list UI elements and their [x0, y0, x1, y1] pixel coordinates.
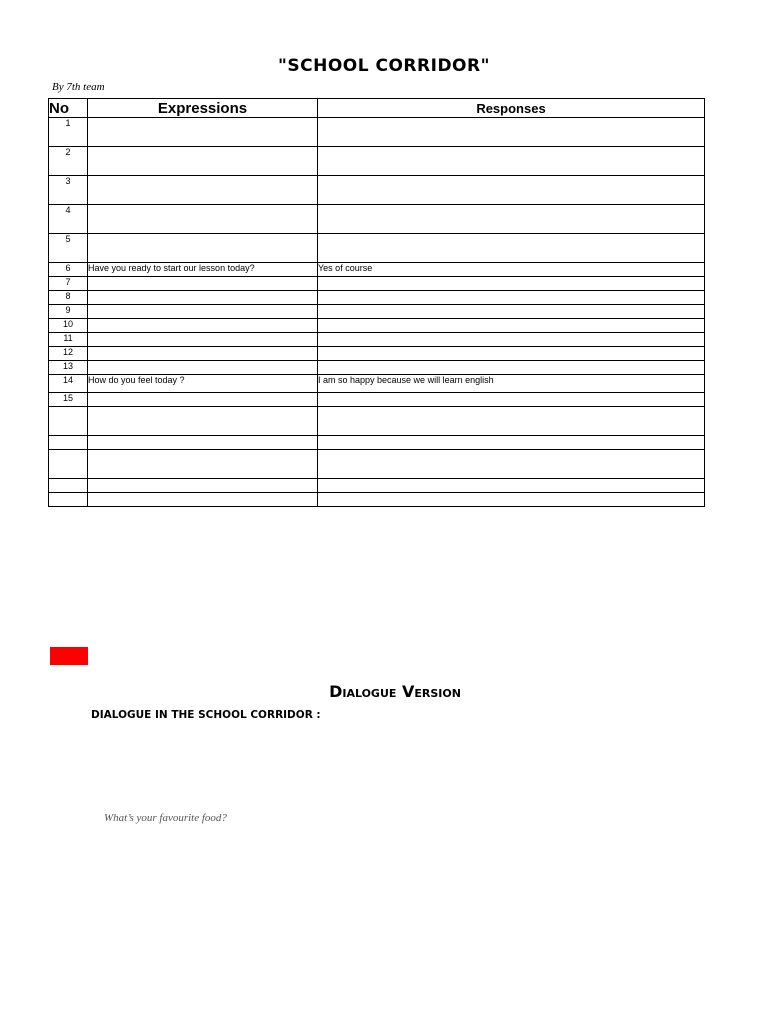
expressions-table — [48, 98, 705, 507]
expression-cell — [88, 319, 318, 333]
row-number: 9 — [49, 305, 88, 319]
expression-cell — [88, 234, 318, 263]
table-row — [49, 347, 705, 361]
expression-cell — [88, 291, 318, 305]
expression-cell — [88, 147, 318, 176]
response-cell — [318, 234, 705, 263]
response-cell: Yes of course — [318, 263, 705, 277]
empty-cell — [88, 407, 318, 436]
dialogue-title: Dialogue Version — [329, 682, 461, 701]
row-number: 6 — [49, 263, 88, 277]
table-row — [49, 234, 705, 263]
row-number: 7 — [49, 277, 88, 291]
expression-cell — [88, 305, 318, 319]
row-number: 8 — [49, 291, 88, 305]
expression-cell: Have you ready to start our lesson today? — [88, 263, 318, 277]
dialogue-heading: DIALOGUE IN THE SCHOOL CORRIDOR : — [91, 709, 321, 721]
table-row — [49, 118, 705, 147]
header-expressions: Expressions — [88, 99, 318, 118]
row-number: 11 — [49, 333, 88, 347]
empty-cell — [49, 450, 88, 479]
empty-cell — [318, 493, 705, 507]
row-number: 14 — [49, 375, 88, 393]
row-number: 2 — [49, 147, 88, 176]
empty-cell — [318, 436, 705, 450]
response-cell — [318, 291, 705, 305]
expression-cell — [88, 361, 318, 375]
row-number: 1 — [49, 118, 88, 147]
expression-cell — [88, 118, 318, 147]
response-cell: I am so happy because we will learn english — [318, 375, 705, 393]
response-cell — [318, 147, 705, 176]
response-cell — [318, 176, 705, 205]
document-title: "SCHOOL CORRIDOR" — [278, 56, 490, 76]
header-responses: Responses — [318, 99, 705, 118]
response-cell — [318, 319, 705, 333]
table-row — [49, 393, 705, 407]
empty-cell — [49, 407, 88, 436]
table-row — [49, 319, 705, 333]
empty-cell — [88, 479, 318, 493]
table-row — [49, 263, 705, 277]
table-header-row — [49, 99, 705, 118]
table-row — [49, 205, 705, 234]
row-number: 3 — [49, 176, 88, 205]
empty-cell — [49, 479, 88, 493]
table-row-empty — [49, 479, 705, 493]
table-row — [49, 375, 705, 393]
empty-cell — [88, 493, 318, 507]
empty-cell — [49, 493, 88, 507]
table-row — [49, 277, 705, 291]
table-row-empty — [49, 450, 705, 479]
empty-cell — [318, 450, 705, 479]
table-row-empty — [49, 436, 705, 450]
response-cell — [318, 333, 705, 347]
response-cell — [318, 277, 705, 291]
expression-cell — [88, 176, 318, 205]
empty-cell — [318, 479, 705, 493]
header-no: No — [49, 99, 88, 118]
dialogue-question: What’s your favourite food? — [104, 812, 227, 824]
response-cell — [318, 305, 705, 319]
table-row — [49, 361, 705, 375]
empty-cell — [49, 436, 88, 450]
expression-cell — [88, 393, 318, 407]
response-cell — [318, 205, 705, 234]
expression-cell — [88, 347, 318, 361]
empty-cell — [318, 407, 705, 436]
row-number: 13 — [49, 361, 88, 375]
expression-cell — [88, 333, 318, 347]
table-row-empty — [49, 407, 705, 436]
response-cell — [318, 393, 705, 407]
expression-cell — [88, 205, 318, 234]
empty-cell — [88, 450, 318, 479]
expression-cell: How do you feel today ? — [88, 375, 318, 393]
row-number: 4 — [49, 205, 88, 234]
table-row — [49, 291, 705, 305]
table-row — [49, 305, 705, 319]
expression-cell — [88, 277, 318, 291]
row-number: 5 — [49, 234, 88, 263]
table-row — [49, 176, 705, 205]
table-row — [49, 147, 705, 176]
row-number: 12 — [49, 347, 88, 361]
table-row-empty — [49, 493, 705, 507]
empty-cell — [88, 436, 318, 450]
response-cell — [318, 361, 705, 375]
row-number: 10 — [49, 319, 88, 333]
byline: By 7th team — [52, 81, 105, 93]
table-row — [49, 333, 705, 347]
row-number: 15 — [49, 393, 88, 407]
red-marker-box — [50, 647, 88, 665]
response-cell — [318, 347, 705, 361]
response-cell — [318, 118, 705, 147]
